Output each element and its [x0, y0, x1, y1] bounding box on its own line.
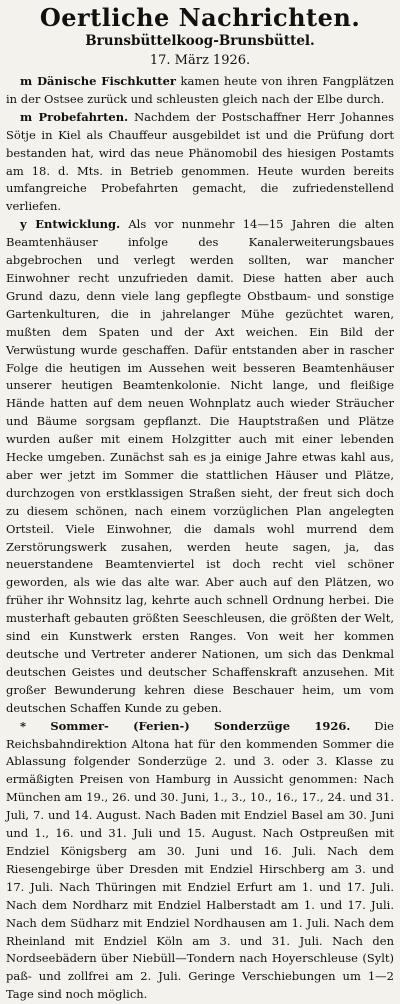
article-lead: m Dänische Fischkutter [20, 74, 176, 88]
page-subtitle: Brunsbüttelkoog-Brunsbüttel. [85, 33, 315, 49]
article-entwicklung [6, 216, 394, 717]
article-fischkutter [6, 73, 394, 109]
article-probefahrten [6, 109, 394, 216]
article-text: Als vor nunmehr 14—15 Jahren die alten Beamtenhäuser infolge des Kanalerweiterungsbaues abgebrochen und verlegt werden sollten, war mancher Einwohner recht unzufrieden damit. Diese hatten aber auch Grund dazu, denn viele lang gepflegte Obstbaum- und sonstige Gartenkulturen, die in jahrelanger Mühe gezüchtet waren, mußten dem Spaten und der Axt weichen. Ein Bild der Verwüstung wurde geschaffen. Dafür entstanden aber in rascher Folge die heutigen im Aussehen weit besseren Beamtenhäuser unserer heutigen Beamtenkolonie. Nicht lange, und fleißige Hände hatten auf dem neuen Wohnplatz auch wieder Sträucher und Bäume sorgsam gepflanzt. Die Hauptstraßen und Plätze wurden außer mit einem Holzgitter auch mit einer lebenden Hecke umgeben. Zunächst sah es ja einige Jahre etwas kahl aus, aber wer jetzt im Sommer die stattlichen Häuser und Plätze, durchzogen von erstklassigen Straßen sieht, der freut sich doch zu diesem schönen, nach einem vorzüglichen Plan angelegten Ortsteil. Viele Einwohner, die damals wohl murrend dem Zerstörungswerk zusahen, werden heute sagen, ja, das neuerstandene Beamtenviertel ist doch recht viel schöner geworden, als wie das alte war. Aber auch auf den Plätzen, wo früher ihr Wohnsitz lag, kehrte auch schnell Ordnung herbei. Die musterhaft gebauten größten Seeschleusen, die größten der Welt, sind ein Kunstwerk ersten Ranges. Von weit her kommen deutsche und Vertreter anderer Nationen, um sich das Denkmal deutschen Geistes und deutscher Schaffenskraft anzusehen. Mit großer Bewunderung kehren diese Beschauer heim, um vom deutschen Schaffen Kunde zu geben. [6, 217, 394, 715]
article-sonderzuege [6, 718, 394, 1004]
article-lead: * Sommer- (Ferien-) Sonderzüge 1926. [20, 718, 351, 733]
article-lead: y Entwicklung. [20, 217, 121, 232]
article-text: Nachdem der Postschaffner Herr Johannes Sötje in Kiel als Chauffeur ausgebildet ist und die Prüfung dort bestanden hat, wird das neue Phänomobil des hiesigen Postamts am 18. d. Mts. in Betrieb genommen. Heute wurden bereits umfangreiche Probefahrten gemacht, die zufriedenstellend verliefen. [6, 109, 394, 214]
article-text: kamen heute von ihren Fangplätzen in der Ostsee zurück und schleusten gleich nach der Elbe durch. [6, 74, 395, 106]
page-date: 17. März 1926. [149, 53, 251, 68]
page-title: Oertliche Nachrichten. [39, 3, 361, 32]
article-text: Die Reichsbahndirektion Altona hat für den kommenden Sommer die Ablassung folgender Sonderzüge 2. und 3. oder 3. Klasse zu ermäßigten Preisen von Hamburg in Aussicht genommen: Nach München am 19., 26. und 30. Juni, 1., 3., 10., 16., 17., 24. und 31. Juli, 7. und 14. August. Nach Baden mit Endziel Basel am 30. Juni und 1., 16. und 31. Juli und 15. August. Nach Ostpreußen mit Endziel Königsberg am 30. Juni und 16. Juli. Nach dem Riesengebirge über Dresden mit Endziel Hirschberg am 3. und 17. Juli. Nach Thüringen mit Endziel Erfurt am 1. und 17. Juli. Nach dem Nordharz mit Endziel Halberstadt am 1. und 17. Juli. Nach dem Südharz mit Endziel Nordhausen am 1. Juli. Nach dem Rheinland mit Endziel Köln am 3. und 31. Juli. Nach den Nordseebädern über Niebüll—Tondern nach Hoyerschleuse (Sylt) paß- und zollfrei am 2. Juli. Geringe Verschiebungen um 1—2 Tage sind noch möglich. [6, 718, 394, 1002]
article-lead: m Probefahrten. [20, 109, 129, 124]
